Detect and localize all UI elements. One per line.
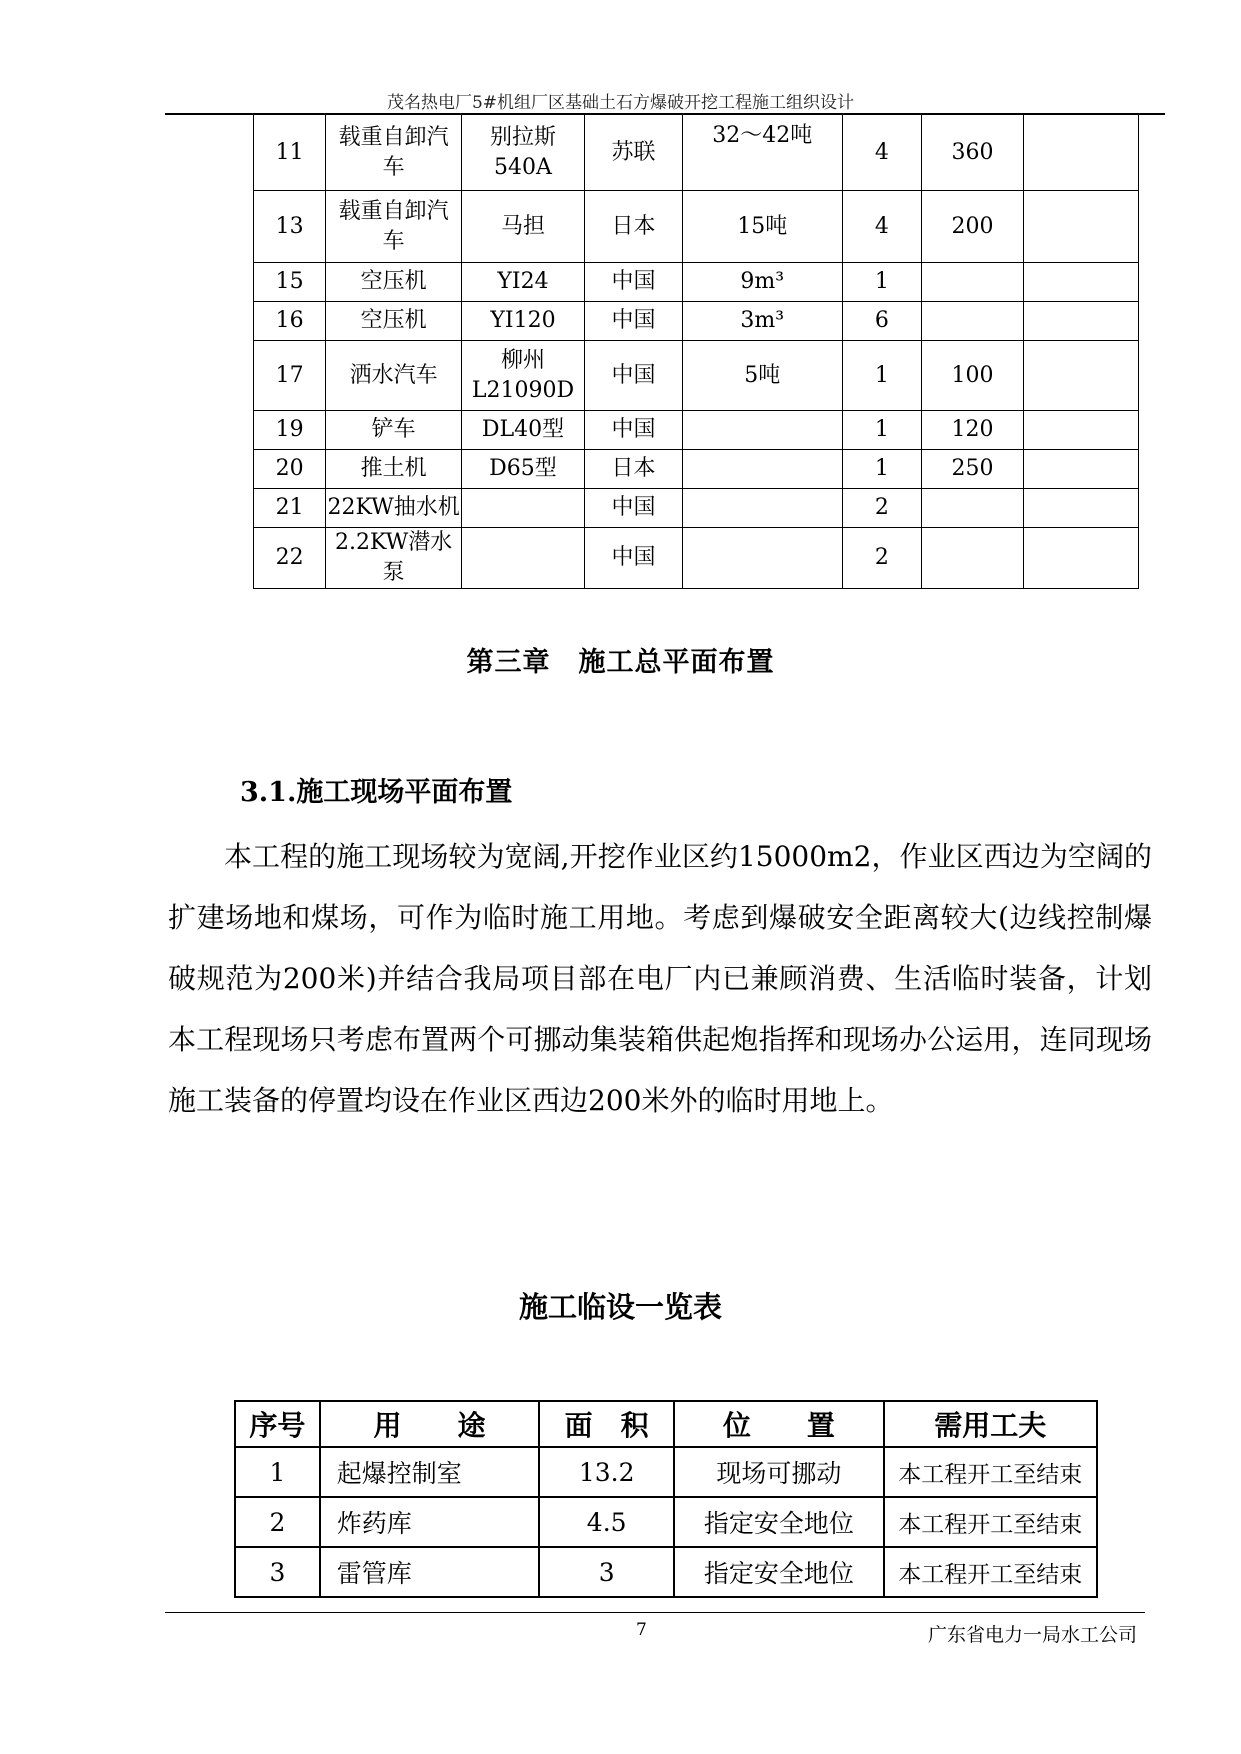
cell-no: 16 (254, 302, 326, 341)
cell-name: 空压机 (326, 263, 462, 302)
cell-qty: 1 (842, 263, 922, 302)
cell-no: 20 (254, 450, 326, 489)
cell-power: 200 (922, 191, 1023, 263)
cell-no: 15 (254, 263, 326, 302)
cell-qty: 1 (842, 450, 922, 489)
table-row (254, 191, 1139, 263)
cell-location: 指定安全地位 (674, 1547, 884, 1597)
cell-capacity: 15吨 (683, 191, 843, 263)
chapter-title: 第三章 施工总平面布置 (466, 647, 775, 678)
cell-origin: 中国 (584, 341, 682, 411)
cell-name: 22KW抽水机 (326, 489, 462, 528)
cell-period: 本工程开工至结束 (884, 1447, 1097, 1497)
cell-model (462, 489, 585, 528)
header-area: 面 积 (539, 1401, 674, 1447)
table-header-row (235, 1401, 1097, 1447)
cell-capacity (683, 528, 843, 589)
cell-model: DL40型 (462, 411, 585, 450)
cell-name: 洒水汽车 (326, 341, 462, 411)
cell-note (1023, 302, 1138, 341)
table-row (254, 341, 1139, 411)
page-number: 7 (636, 1620, 647, 1640)
table-row (254, 528, 1139, 589)
cell-origin: 苏联 (584, 115, 682, 191)
table-row (235, 1447, 1097, 1497)
cell-note (1023, 115, 1138, 191)
paragraph-text: 本工程的施工现场较为宽阔,开挖作业区约15000m2，作业区西边为空阔的扩建场地和煤场，可作为临时施工用地。考虑到爆破安全距离较大(边线控制爆破规范为200米)并结合我局项目部在电厂内已兼顾消费、生活临时装备，计划本工程现场只考虑布置两个可挪动集装箱供起炮指挥和现场办公运用，连同现场施工装备的停置均设在作业区西边200米外的临时用地上。 (168, 840, 1152, 1117)
cell-power (922, 528, 1023, 589)
table-row (235, 1497, 1097, 1547)
cell-capacity: 5吨 (683, 341, 843, 411)
cell-origin: 中国 (584, 411, 682, 450)
cell-model: YI24 (462, 263, 585, 302)
cell-name: 推土机 (326, 450, 462, 489)
cell-note (1023, 489, 1138, 528)
cell-qty: 6 (842, 302, 922, 341)
cell-capacity: 9m³ (683, 263, 843, 302)
cell-power: 100 (922, 341, 1023, 411)
cell-name: 载重自卸汽 车 (326, 115, 462, 191)
cell-no: 22 (254, 528, 326, 589)
cell-no: 13 (254, 191, 326, 263)
table-row (235, 1547, 1097, 1597)
cell-power: 250 (922, 450, 1023, 489)
cell-note (1023, 263, 1138, 302)
table-row (254, 450, 1139, 489)
cell-qty: 2 (842, 489, 922, 528)
table-row (254, 489, 1139, 528)
table-row (254, 263, 1139, 302)
cell-note (1023, 450, 1138, 489)
cell-location: 指定安全地位 (674, 1497, 884, 1547)
cell-no: 11 (254, 115, 326, 191)
cell-purpose: 起爆控制室 (320, 1447, 540, 1497)
cell-capacity (683, 411, 843, 450)
cell-no: 17 (254, 341, 326, 411)
cell-name: 铲车 (326, 411, 462, 450)
table-row (254, 411, 1139, 450)
header-no: 序号 (235, 1401, 320, 1447)
cell-note (1023, 411, 1138, 450)
page-header-title: 茂名热电厂5#机组厂区基础土石方爆破开挖工程施工组织设计 (386, 93, 855, 113)
cell-name: 空压机 (326, 302, 462, 341)
cell-origin: 中国 (584, 263, 682, 302)
cell-qty: 1 (842, 411, 922, 450)
cell-no: 3 (235, 1547, 320, 1597)
cell-origin: 中国 (584, 489, 682, 528)
cell-qty: 4 (842, 115, 922, 191)
footer-company: 广东省电力一局水工公司 (928, 1624, 1138, 1646)
cell-area: 4.5 (539, 1497, 674, 1547)
cell-power (922, 263, 1023, 302)
cell-model: 马担 (462, 191, 585, 263)
cell-note (1023, 528, 1138, 589)
cell-model: D65型 (462, 450, 585, 489)
cell-model: 柳州 L21090D (462, 341, 585, 411)
cell-power (922, 302, 1023, 341)
cell-purpose: 雷管库 (320, 1547, 540, 1597)
header-period: 需用工夫 (884, 1401, 1097, 1447)
cell-qty: 1 (842, 341, 922, 411)
equipment-table (253, 114, 1139, 589)
cell-power: 120 (922, 411, 1023, 450)
header-purpose: 用 途 (320, 1401, 540, 1447)
cell-no: 19 (254, 411, 326, 450)
cell-location: 现场可挪动 (674, 1447, 884, 1497)
cell-period: 本工程开工至结束 (884, 1547, 1097, 1597)
cell-model (462, 528, 585, 589)
header-location: 位 置 (674, 1401, 884, 1447)
cell-area: 13.2 (539, 1447, 674, 1497)
cell-no: 1 (235, 1447, 320, 1497)
body-paragraph (168, 826, 1152, 1131)
cell-note (1023, 341, 1138, 411)
table-row (254, 302, 1139, 341)
cell-note (1023, 191, 1138, 263)
cell-capacity (683, 489, 843, 528)
temporary-facilities-table (234, 1400, 1098, 1598)
cell-power (922, 489, 1023, 528)
cell-model: YI120 (462, 302, 585, 341)
cell-qty: 4 (842, 191, 922, 263)
cell-qty: 2 (842, 528, 922, 589)
cell-name: 载重自卸汽 车 (326, 191, 462, 263)
cell-origin: 日本 (584, 191, 682, 263)
cell-origin: 中国 (584, 302, 682, 341)
cell-no: 21 (254, 489, 326, 528)
cell-capacity: 3m³ (683, 302, 843, 341)
cell-name: 2.2KW潜水泵 (326, 528, 462, 589)
footer-rule (165, 1612, 1145, 1613)
cell-origin: 日本 (584, 450, 682, 489)
cell-model: 别拉斯 540A (462, 115, 585, 191)
section-title: 3.1.施工现场平面布置 (240, 777, 513, 808)
cell-capacity (683, 450, 843, 489)
cell-purpose: 炸药库 (320, 1497, 540, 1547)
cell-no: 2 (235, 1497, 320, 1547)
cell-capacity: 32～42吨 (683, 115, 843, 191)
table-row (254, 115, 1139, 191)
cell-period: 本工程开工至结束 (884, 1497, 1097, 1547)
cell-power: 360 (922, 115, 1023, 191)
temp-table-title: 施工临设一览表 (518, 1290, 722, 1324)
cell-origin: 中国 (584, 528, 682, 589)
cell-area: 3 (539, 1547, 674, 1597)
